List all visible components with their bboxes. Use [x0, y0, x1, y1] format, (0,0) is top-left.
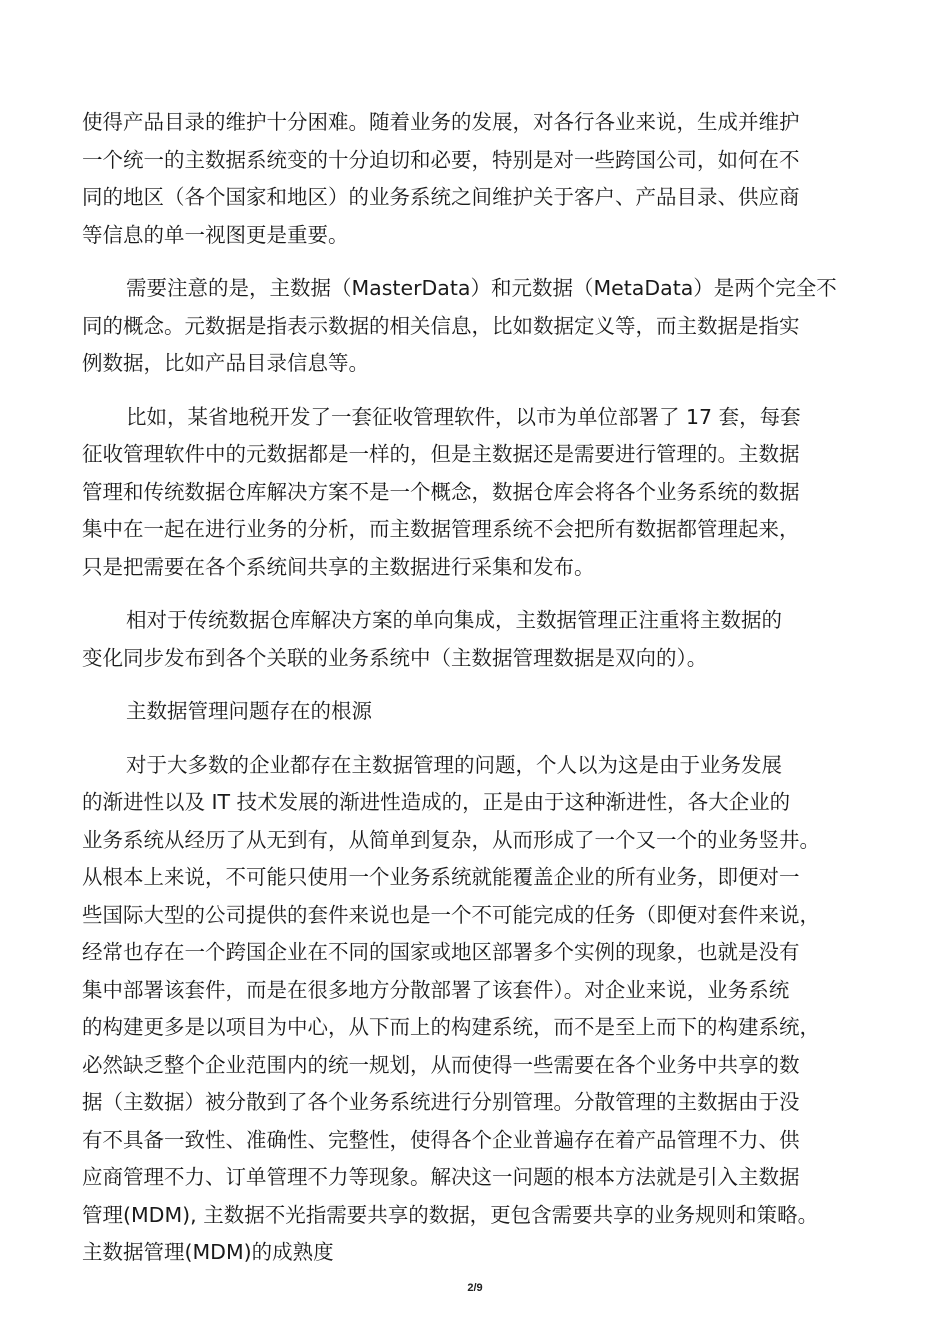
text-line: 只是把需要在各个系统间共享的主数据进行采集和发布。	[82, 554, 595, 579]
text-line: 的构建更多是以项目为中心，从下而上的构建系统，而不是至上而下的构建系统，	[82, 1015, 820, 1039]
text-line: 例数据，比如产品目录信息等。	[82, 351, 369, 375]
text-line: 主数据管理问题存在的根源	[126, 699, 372, 723]
text-line: 集中部署该套件，而是在很多地方分散部署了该套件）。对企业来说，业务系统	[82, 977, 790, 1002]
section-heading	[82, 693, 872, 731]
text-line: 一个统一的主数据系统变的十分迫切和必要，特别是对一些跨国公司，如何在不	[82, 147, 800, 172]
text-line: 主数据管理(MDM)的成熟度	[82, 1240, 334, 1264]
text-line: 征收管理软件中的元数据都是一样的，但是主数据还是需要进行管理的。主数据	[82, 442, 800, 466]
paragraph	[82, 270, 872, 383]
text-line: 从根本上来说，不可能只使用一个业务系统就能覆盖企业的所有业务，即便对一	[82, 865, 800, 889]
text-line: 集中在一起在进行业务的分析，而主数据管理系统不会把所有数据都管理起来，	[82, 517, 800, 541]
text-line: 相对于传统数据仓库解决方案的单向集成，主数据管理正注重将主数据的	[126, 608, 782, 632]
text-line: 等信息的单一视图更是重要。	[82, 222, 349, 247]
text-line: 同的地区（各个国家和地区）的业务系统之间维护关于客户、产品目录、供应商	[82, 185, 800, 209]
text-line: 些国际大型的公司提供的套件来说也是一个不可能完成的任务（即便对套件来说，	[82, 902, 820, 927]
text-line: 使得产品目录的维护十分困难。随着业务的发展，对各行各业来说，生成并维护	[82, 110, 800, 134]
text-line: 的渐进性以及 IT 技术发展的渐进性造成的，正是由于这种渐进性，各大企业的	[82, 790, 791, 814]
text-line: 管理(MDM), 主数据不光指需要共享的数据，更包含需要共享的业务规则和策略。	[82, 1202, 819, 1227]
paragraph	[82, 399, 872, 587]
text-line: 同的概念。元数据是指表示数据的相关信息，比如数据定义等，而主数据是指实	[82, 313, 800, 338]
page-number: 2/9	[467, 1282, 483, 1294]
text-line: 管理和传统数据仓库解决方案不是一个概念，数据仓库会将各个业务系统的数据	[82, 479, 800, 504]
paragraph	[82, 602, 872, 677]
text-line: 需要注意的是，主数据（MasterData）和元数据（MetaData）是两个完全不	[126, 276, 837, 300]
text-line: 有不具备一致性、准确性、完整性，使得各个企业普遍存在着产品管理不力、供	[82, 1127, 800, 1152]
paragraph	[82, 104, 872, 254]
text-line: 业务系统从经历了从无到有，从简单到复杂，从而形成了一个又一个的业务竖井。	[82, 827, 820, 852]
paragraph	[82, 747, 872, 1272]
text-line: 变化同步发布到各个关联的业务系统中（主数据管理数据是双向的）。	[82, 645, 708, 670]
text-line: 经常也存在一个跨国企业在不同的国家或地区部署多个实例的现象，也就是没有	[82, 940, 800, 964]
document-body	[82, 104, 872, 1288]
text-line: 应商管理不力、订单管理不力等现象。解决这一问题的根本方法就是引入主数据	[82, 1165, 800, 1189]
text-line: 比如，某省地税开发了一套征收管理软件，以市为单位部署了 17 套，每套	[126, 404, 801, 429]
text-line: 据（主数据）被分散到了各个业务系统进行分别管理。分散管理的主数据由于没	[82, 1090, 800, 1114]
text-line: 对于大多数的企业都存在主数据管理的问题，个人以为这是由于业务发展	[126, 752, 782, 777]
text-line: 必然缺乏整个企业范围内的统一规划，从而使得一些需要在各个业务中共享的数	[82, 1052, 800, 1077]
